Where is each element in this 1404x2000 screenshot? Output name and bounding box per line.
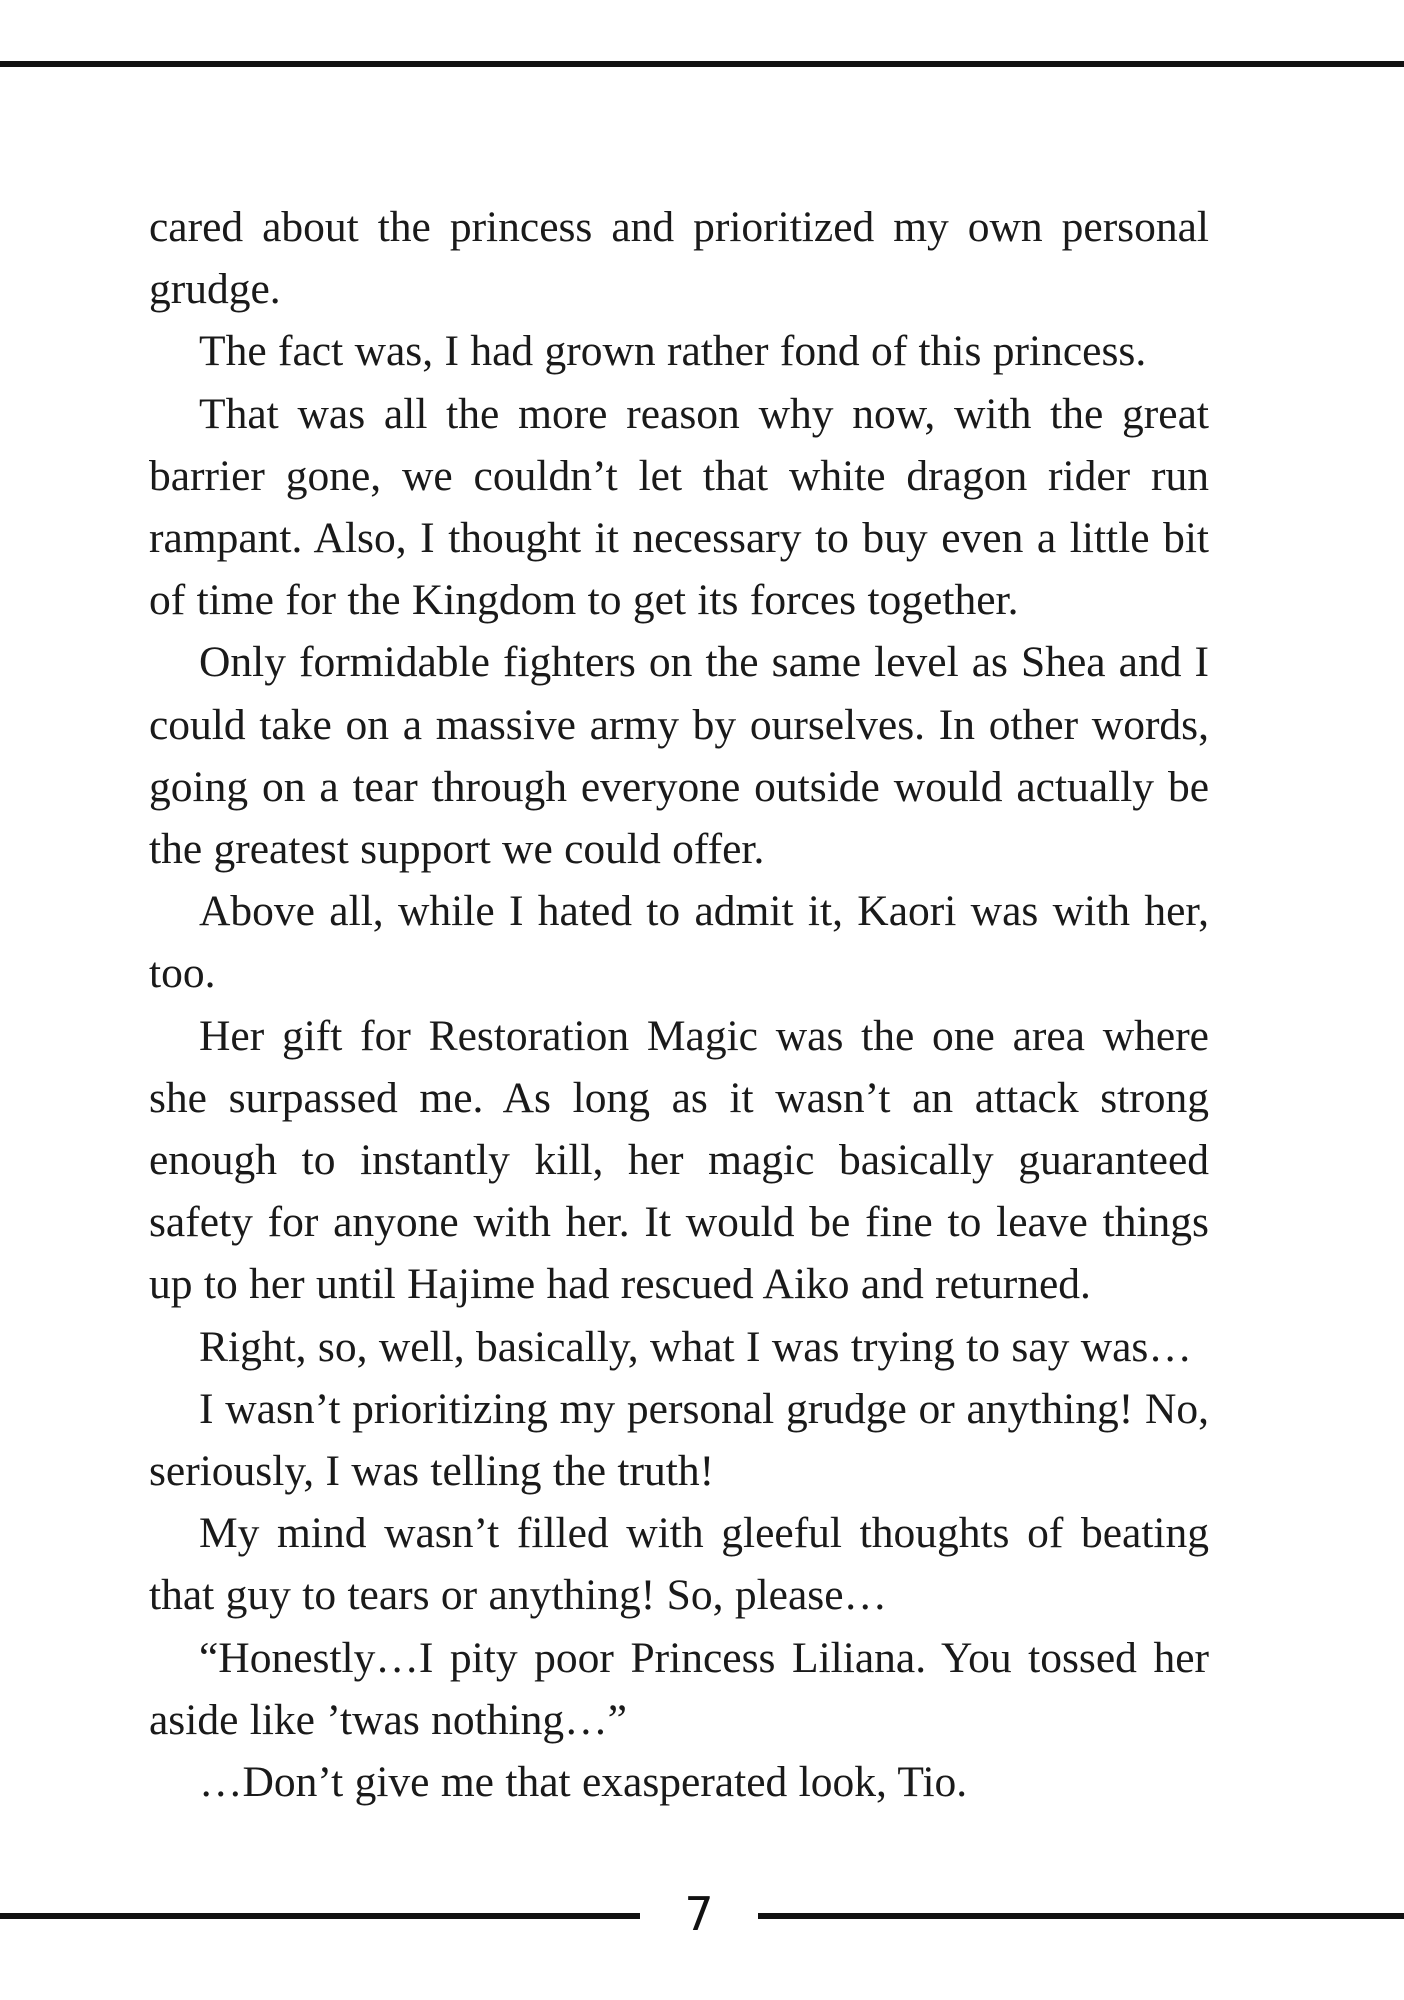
paragraph-1: cared about the princess and prioritized my own personal grudge. <box>149 203 1209 314</box>
paragraph-9: My mind wasn’t filled with gleeful thoughts of beating that guy to tears or anything! So, please… <box>149 1509 1209 1620</box>
paragraph-8: I wasn’t prioritizing my personal grudge or anything! No, seriously, I was telling the truth! <box>149 1384 1209 1496</box>
paragraph-10: “Honestly…I pity poor Princess Liliana. You tossed her aside like ’twas nothing…” <box>149 1633 1209 1744</box>
paragraph-3: That was all the more reason why now, with the great barrier gone, we couldn’t let that white dragon rider run rampant. Also, I thought it necessary to buy even a little bit of time for the Kingdom to get its forces together. <box>149 389 1209 625</box>
paragraph-2: The fact was, I had grown rather fond of this princess. <box>199 327 1147 376</box>
paragraph-4: Only formidable fighters on the same level as Shea and I could take on a massive army by ourselves. In other words, going on a tear through everyone outside would actually be the greatest support we could offer. <box>149 638 1209 874</box>
footer-rule-right <box>758 1913 1404 1919</box>
paragraph-6: Her gift for Restoration Magic was the one area where she surpassed me. As long as it wasn’t an attack strong enough to instantly kill, her magic basically guaranteed safety for anyone with her. It would be fine to leave things up to her until Hajime had rescued Aiko and returned. <box>149 1011 1209 1309</box>
paragraph-5: Above all, while I hated to admit it, Kaori was with her, too. <box>149 887 1209 998</box>
paragraph-11: …Don’t give me that exasperated look, Tio. <box>199 1758 968 1807</box>
footer-rule-left <box>0 1913 640 1919</box>
header-rule <box>0 61 1404 67</box>
body-text <box>149 196 1209 1813</box>
page-number: 7 <box>684 1887 714 1941</box>
paragraph-7: Right, so, well, basically, what I was trying to say was… <box>199 1322 1192 1371</box>
